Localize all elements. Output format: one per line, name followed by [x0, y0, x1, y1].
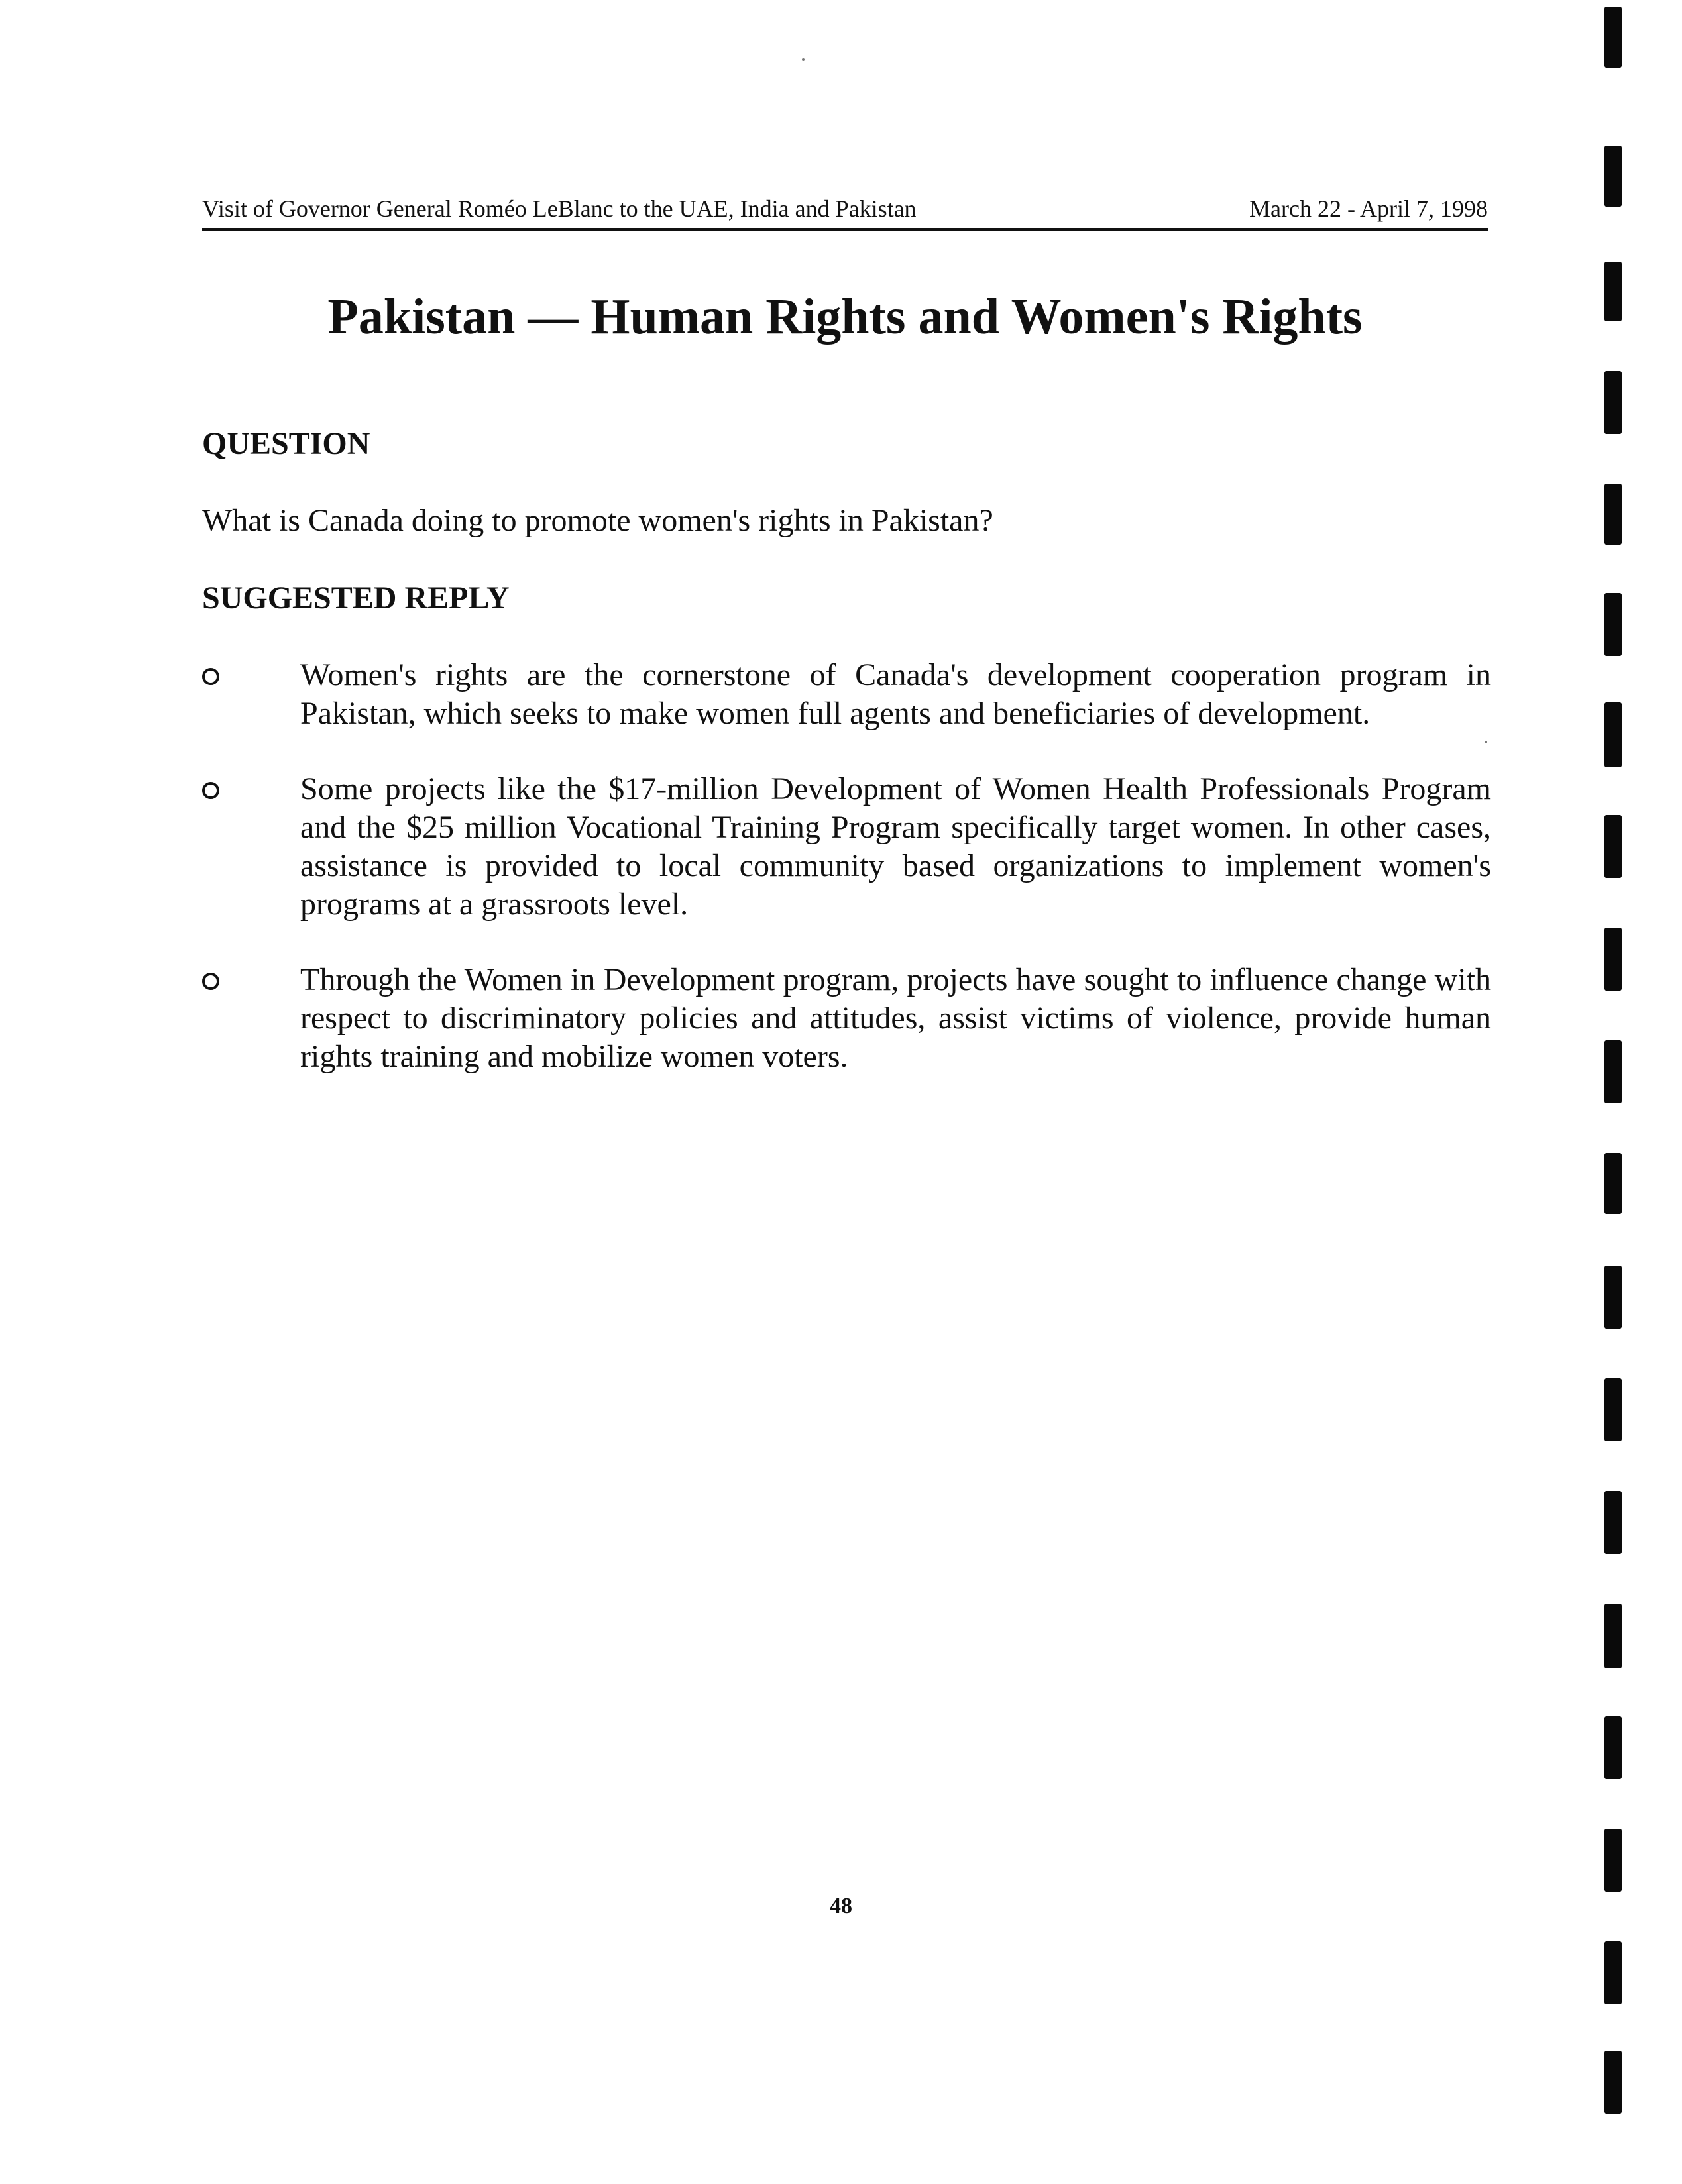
binding-mark: [1604, 815, 1622, 878]
circle-bullet-icon: [202, 782, 219, 799]
binding-mark: [1604, 1153, 1622, 1214]
suggested-reply-heading: SUGGESTED REPLY: [202, 580, 510, 616]
binding-mark: [1604, 1716, 1622, 1779]
reply-bullet: [202, 961, 1491, 1076]
question-heading: QUESTION: [202, 426, 370, 461]
reply-bullet-list: [202, 656, 1491, 1113]
binding-mark: [1604, 1941, 1622, 2004]
page-title: Pakistan — Human Rights and Women's Rights: [327, 289, 1363, 345]
binding-mark: [1604, 1491, 1622, 1554]
reply-bullet-text: Some projects like the $17-million Development of Women Health Professionals Program and the $25 million Vocational Training Program specifically target women. In other cases, assistance is provided to local community based organizations to implement women's programs at a grassroots level.: [300, 771, 1491, 922]
binding-mark: [1604, 1040, 1622, 1103]
binding-mark: [1604, 371, 1622, 434]
binding-mark: [1604, 1378, 1622, 1441]
binding-mark: [1604, 1604, 1622, 1668]
binding-mark: [1604, 928, 1622, 991]
reply-bullet: [202, 770, 1491, 924]
binding-mark: [1604, 262, 1622, 321]
circle-bullet-icon: [202, 973, 219, 990]
binding-mark: [1604, 1829, 1622, 1892]
page-number: 48: [830, 1894, 852, 1918]
binding-mark: [1604, 2051, 1622, 2114]
scan-speck: [802, 58, 805, 61]
reply-bullet-text: Through the Women in Development program, projects have sought to influence change with respect to discriminatory policies and attitudes, assist victims of violence, provide human rights training and mobilize women voters.: [300, 962, 1491, 1074]
header-trip-title: Visit of Governor General Roméo LeBlanc to the UAE, India and Pakistan: [202, 195, 917, 222]
reply-bullet: [202, 656, 1491, 733]
running-header: [202, 192, 1488, 231]
binding-mark: [1604, 1266, 1622, 1329]
circle-bullet-icon: [202, 668, 219, 685]
binding-mark: [1604, 7, 1622, 68]
reply-bullet-text: Women's rights are the cornerstone of Canada's development cooperation program in Pakistan, which seeks to make women full agents and beneficiaries of development.: [300, 657, 1491, 731]
binding-mark: [1604, 146, 1622, 207]
scan-speck: [1485, 741, 1487, 743]
question-text: What is Canada doing to promote women's rights in Pakistan?: [202, 503, 993, 538]
binding-holes-strip: [1600, 0, 1627, 2184]
binding-mark: [1604, 593, 1622, 656]
binding-mark: [1604, 484, 1622, 545]
header-dates: March 22 - April 7, 1998: [1249, 195, 1488, 222]
binding-mark: [1604, 702, 1622, 767]
